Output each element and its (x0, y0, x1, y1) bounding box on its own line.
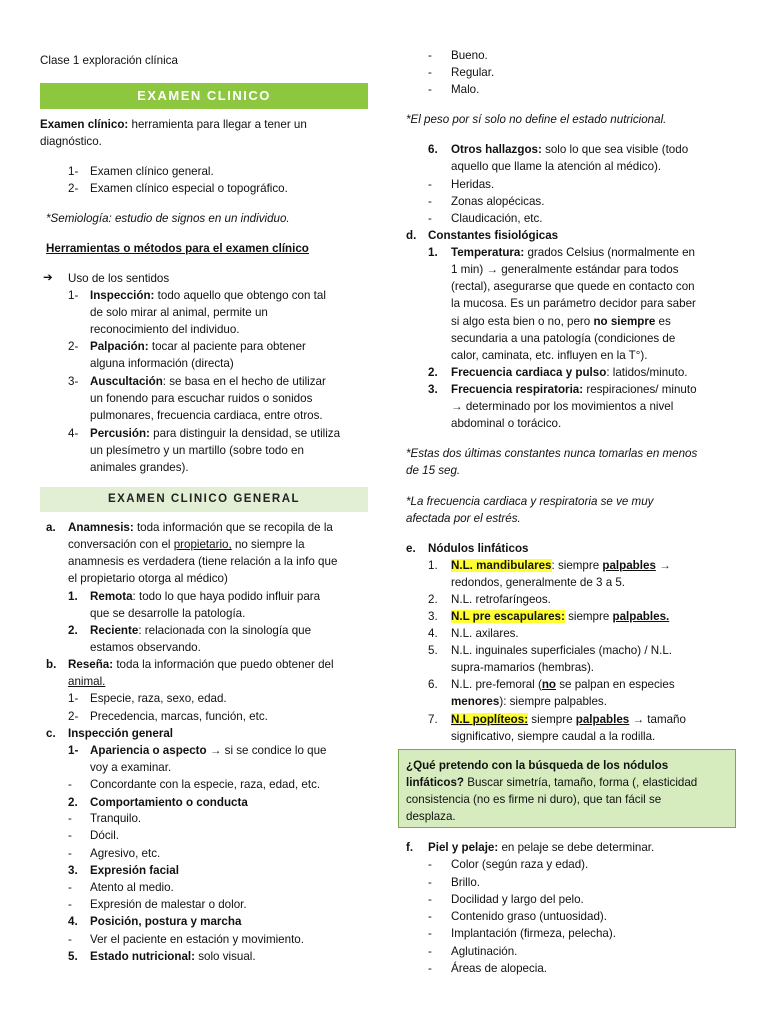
box-line-3: consistencia (no es firme ni duro), que tan fácil se (406, 793, 662, 806)
otros-dash-3: - (428, 212, 432, 225)
type-text-1: Examen clínico general. (90, 165, 214, 178)
estado-nutricional-text: solo visual. (195, 950, 256, 963)
fc-line (451, 364, 688, 381)
piel-item-brillo: Brillo. (451, 876, 480, 889)
constantes-heading: Constantes fisiológicas (428, 229, 559, 242)
c-num-5: 5. (68, 950, 78, 963)
arrow-bullet-icon: ➔ (43, 271, 53, 284)
tool-3-line-3: pulmonares, frecuencia cardiaca, entre otros. (90, 409, 323, 422)
tool-3-term: Auscultación (90, 375, 163, 388)
anamnesis-owner: propietario, (173, 538, 232, 551)
tools-heading: Herramientas o métodos para el examen clínico (46, 242, 309, 255)
otros-text: solo lo que sea visible (todo (541, 143, 689, 156)
resena-line-1 (68, 656, 334, 673)
note-estres-line-1: *La frecuencia cardiaca y respiratoria se ve muy (406, 495, 654, 508)
temp-term: Temperatura: (451, 246, 525, 259)
resena-item-2: Precedencia, marcas, función, etc. (90, 710, 268, 723)
c-dash-1: - (68, 778, 72, 791)
tool-4-term: Percusión: (90, 427, 150, 440)
piel-dash-3: - (428, 893, 432, 906)
otros-dash-1: - (428, 178, 432, 191)
temp-text-5: si algo esta bien o no, pero (451, 315, 594, 328)
resena-line-2: animal. (68, 675, 106, 688)
fr-num: 3. (428, 383, 438, 396)
temp-line-4: la mucosa. Es un parámetro decidor para saber (451, 297, 696, 310)
resena-num-2: 2- (68, 710, 79, 723)
c-dash-2: - (68, 812, 72, 825)
node-1-name: N.L. mandibulares (451, 559, 552, 572)
temp-no-siempre: no siempre (593, 315, 656, 328)
inspeccion-general-heading: Inspección general (68, 727, 174, 740)
piel-dash-5: - (428, 927, 432, 940)
section-f-label: f. (406, 841, 414, 854)
node-3-palpables: palpables. (612, 610, 670, 623)
otros-line-1 (451, 141, 688, 158)
node-5-line-2: supra-mamarios (hembras). (451, 661, 595, 674)
resena-item-1: Especie, raza, sexo, edad. (90, 692, 227, 705)
anamnesis-line-4: el propietario otorga al médico) (68, 572, 228, 585)
node-num-5: 5. (428, 644, 438, 657)
c-item-malestar: Expresión de malestar o dolor. (90, 898, 247, 911)
otros-zonas: Zonas alopécicas. (451, 195, 545, 208)
otros-claudicacion: Claudicación, etc. (451, 212, 543, 225)
section-b-label: b. (46, 658, 57, 671)
c-num-2: 2. (68, 796, 78, 809)
node-num-2: 2. (428, 593, 438, 606)
node-6-text-2: ): siempre palpables. (499, 695, 607, 708)
remota-line-1 (90, 588, 320, 605)
c-item-tranquilo: Tranquilo. (90, 812, 142, 825)
anamnesis-line-1 (68, 519, 333, 536)
remota-term: Remota (90, 590, 133, 603)
tool-2-line-1 (90, 338, 306, 355)
piel-dash-4: - (428, 910, 432, 923)
otros-term: Otros hallazgos: (451, 143, 542, 156)
fr-line-3: abdominal o torácico. (451, 417, 562, 430)
node-5-line-1: N.L. inguinales superficiales (macho) / N.L. (451, 644, 673, 657)
node-num-3: 3. (428, 610, 438, 623)
reciente-line-2: estamos observando. (90, 641, 201, 654)
otros-dash-2: - (428, 195, 432, 208)
fr-line-2: → determinado por los movimientos a nivel (451, 400, 674, 413)
nutri-dash-2: - (428, 66, 432, 79)
node-6-no: no (541, 678, 557, 691)
c-dash-4: - (68, 847, 72, 860)
c-dash-7: - (68, 933, 72, 946)
nodulos-heading: Nódulos linfáticos (428, 542, 529, 555)
apariencia-line-2: voy a examinar. (90, 761, 172, 774)
remota-line-2: que se desarrolle la patología. (90, 607, 246, 620)
piel-dash-7: - (428, 962, 432, 975)
tool-num-2: 2- (68, 340, 79, 353)
tool-num-4: 4- (68, 427, 79, 440)
anamnesis-line-2 (68, 536, 305, 553)
apariencia-line-1 (90, 742, 327, 759)
c-num-4: 4. (68, 915, 78, 928)
node-6-text: se palpan en especies (556, 678, 675, 691)
node-7-palpables: palpables (575, 713, 630, 726)
node-1-arrow: → (655, 559, 671, 572)
fc-text: : latidos/minuto. (606, 366, 688, 379)
apariencia-term: Apariencia o aspecto (90, 744, 207, 757)
anamnesis-term: Anamnesis: (68, 521, 134, 534)
reciente-term: Reciente (90, 624, 139, 637)
class-title: Clase 1 exploración clínica (40, 54, 178, 67)
node-1-palpables: palpables (602, 559, 656, 572)
note-15seg-line-2: de 15 seg. (406, 464, 461, 477)
node-1-line-2: redondos, generalmente de 3 a 5. (451, 576, 626, 589)
node-6-line-2 (451, 693, 607, 710)
c-dash-6: - (68, 898, 72, 911)
posicion-heading: Posición, postura y marcha (90, 915, 242, 928)
resena-text: toda la información que puedo obtener del (113, 658, 334, 671)
anamnesis-text-1: toda información que se recopila de la (133, 521, 333, 534)
box-line-1: ¿Qué pretendo con la búsqueda de los nódulos (406, 759, 669, 772)
box-line-2 (406, 774, 697, 791)
nodulos-question-box (398, 749, 736, 828)
note-15seg-line-1: *Estas dos últimas constantes nunca tomarlas en menos (406, 447, 698, 460)
node-3-line (451, 608, 669, 625)
temp-line-3: (rectal), asegurarse que quede en contacto con (451, 280, 695, 293)
node-6-menores: menores (451, 695, 500, 708)
node-7-text: siempre (528, 713, 576, 726)
node-num-1: 1. (428, 559, 438, 572)
tool-1-line-3: reconocimiento del individuo. (90, 323, 240, 336)
c-item-concordante: Concordante con la especie, raza, edad, etc. (90, 778, 321, 791)
fr-term: Frecuencia respiratoria: (451, 383, 584, 396)
piel-dash-1: - (428, 858, 432, 871)
senses-text: Uso de los sentidos (68, 272, 170, 285)
apariencia-text: → si se condice lo que (206, 744, 327, 757)
c-dash-5: - (68, 881, 72, 894)
tool-1-term: Inspección: (90, 289, 155, 302)
estado-nutricional-line (90, 948, 256, 965)
piel-term: Piel y pelaje: (428, 841, 499, 854)
otros-num: 6. (428, 143, 438, 156)
section-e-label: e. (406, 542, 416, 555)
node-7-line-2: significativo, siempre caudal a la rodilla. (451, 730, 656, 743)
temp-line-7: calor, caminata, etc. influyen en la T°). (451, 349, 648, 362)
type-num-2: 2- (68, 182, 79, 195)
node-3-name: N.L pre escapulares: (451, 610, 565, 623)
temp-text-1: grados Celsius (normalmente en (524, 246, 695, 259)
tool-1-line-1 (90, 287, 326, 304)
node-6-line-1 (451, 676, 675, 693)
box-answer-1: Buscar simetría, tamaño, forma (, elasticidad (463, 776, 698, 789)
node-num-4: 4. (428, 627, 438, 640)
reciente-num: 2. (68, 624, 78, 637)
anamnesis-text-3: no siempre la (231, 538, 305, 551)
nutri-malo: Malo. (451, 83, 480, 96)
semiologia-note: *Semiología: estudio de signos en un individuo. (46, 212, 290, 225)
type-text-2: Examen clínico especial o topográfico. (90, 182, 288, 195)
tool-4-line-1 (90, 425, 340, 442)
definition-line-1 (40, 116, 368, 150)
fc-term: Frecuencia cardiaca y pulso (451, 366, 607, 379)
temp-line-6: secundaria a una patología (condiciones de (451, 332, 676, 345)
node-4-text: N.L. axilares. (451, 627, 519, 640)
node-1-text: : siempre (551, 559, 603, 572)
box-question-end: linfáticos? (406, 776, 464, 789)
fr-text: respiraciones/ minuto (583, 383, 697, 396)
node-3-text: siempre (564, 610, 613, 623)
anamnesis-line-3: anamnesis es verdadera (tiene relación a la info que (68, 555, 338, 568)
tool-1-line-2: de solo mirar al animal, permite un (90, 306, 268, 319)
piel-item-implantacion: Implantación (firmeza, pelecha). (451, 927, 616, 940)
banner-examen-clinico: EXAMEN CLINICO (40, 83, 368, 109)
resena-term: Reseña: (68, 658, 114, 671)
piel-item-alopecia: Áreas de alopecia. (451, 962, 548, 975)
section-d-label: d. (406, 229, 417, 242)
c-dash-3: - (68, 829, 72, 842)
tool-num-1: 1- (68, 289, 79, 302)
tool-num-3: 3- (68, 375, 79, 388)
node-7-name: N.L poplíteos: (451, 713, 529, 726)
tool-2-term: Palpación: (90, 340, 149, 353)
node-6-text-pre: N.L. pre-femoral ( (451, 678, 542, 691)
tool-3-line-2: un fonendo para escuchar ruidos o sonidos (90, 392, 313, 405)
c-num-3: 3. (68, 864, 78, 877)
fr-line-1 (451, 381, 697, 398)
temp-num: 1. (428, 246, 438, 259)
temp-line-2: 1 min) → generalmente estándar para todos (451, 263, 679, 276)
tool-1-text: todo aquello que obtengo con tal (154, 289, 326, 302)
reciente-line-1 (90, 622, 311, 639)
temp-line-1 (451, 244, 695, 261)
piel-item-aglutinacion: Aglutinación. (451, 945, 518, 958)
piel-item-graso: Contenido graso (untuosidad). (451, 910, 607, 923)
tool-4-text: para distinguir la densidad, se utiliza (149, 427, 341, 440)
reciente-text: : relacionada con la sinología que (138, 624, 312, 637)
banner-examen-clinico-general: EXAMEN CLINICO GENERAL (40, 487, 368, 512)
otros-heridas: Heridas. (451, 178, 495, 191)
node-num-6: 6. (428, 678, 438, 691)
section-a-label: a. (46, 521, 56, 534)
definition-term: Examen clínico: (40, 118, 129, 131)
nutri-regular: Regular. (451, 66, 495, 79)
tool-2-line-2: alguna información (directa) (90, 357, 234, 370)
expresion-facial-heading: Expresión facial (90, 864, 179, 877)
anamnesis-text-2: conversación con el (68, 538, 174, 551)
c-item-agresivo: Agresivo, etc. (90, 847, 161, 860)
section-c-label: c. (46, 727, 56, 740)
piel-line (428, 839, 654, 856)
otros-line-2: aquello que llame la atención al médico). (451, 160, 662, 173)
node-7-arrow: → tamaño (629, 713, 686, 726)
piel-item-color: Color (según raza y edad). (451, 858, 589, 871)
estado-nutricional-term: Estado nutricional: (90, 950, 195, 963)
node-1-line-1 (451, 557, 671, 574)
c-item-atento: Atento al medio. (90, 881, 174, 894)
nutri-dash-3: - (428, 83, 432, 96)
c-item-docil: Dócil. (90, 829, 119, 842)
remota-num: 1. (68, 590, 78, 603)
note-estres-line-2: afectada por el estrés. (406, 512, 521, 525)
piel-item-docilidad: Docilidad y largo del pelo. (451, 893, 584, 906)
fc-num: 2. (428, 366, 438, 379)
c-num-1: 1- (68, 744, 79, 757)
tool-3-line-1 (90, 373, 326, 390)
node-2-text: N.L. retrofaríngeos. (451, 593, 551, 606)
c-item-estacion: Ver el paciente en estación y movimiento. (90, 933, 304, 946)
definition-text: herramienta para llegar a tener un diagnóstico. (40, 118, 307, 148)
remota-text: : todo lo que haya podido influir para (132, 590, 321, 603)
piel-dash-2: - (428, 876, 432, 889)
box-line-4: desplaza. (406, 810, 456, 823)
tool-2-text: tocar al paciente para obtener (148, 340, 306, 353)
node-num-7: 7. (428, 713, 438, 726)
temp-line-5 (451, 313, 671, 330)
temp-text-6: es (655, 315, 671, 328)
type-num-1: 1- (68, 165, 79, 178)
piel-text: en pelaje se debe determinar. (498, 841, 655, 854)
node-7-line-1 (451, 711, 686, 728)
tool-4-line-2: un plesímetro y un martillo (sobre todo en (90, 444, 304, 457)
comportamiento-heading: Comportamiento o conducta (90, 796, 248, 809)
tool-3-text: : se basa en el hecho de utilizar (162, 375, 326, 388)
nutri-dash-1: - (428, 49, 432, 62)
peso-note: *El peso por sí solo no define el estado nutricional. (406, 113, 667, 126)
nutri-bueno: Bueno. (451, 49, 488, 62)
resena-num-1: 1- (68, 692, 79, 705)
piel-dash-6: - (428, 945, 432, 958)
tool-4-line-3: animales grandes). (90, 461, 189, 474)
